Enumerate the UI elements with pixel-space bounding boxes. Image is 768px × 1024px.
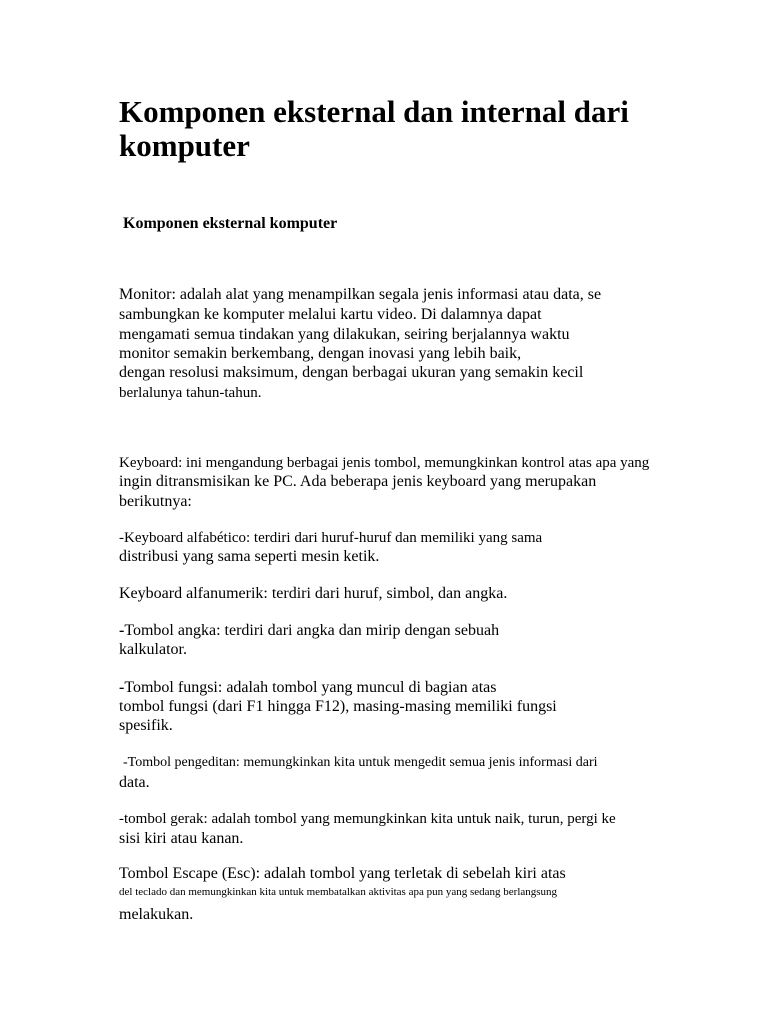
fungsi-line-3: spesifik. <box>119 717 173 734</box>
escape-line-1: Tombol Escape (Esc): adalah tombol yang terletak di sebelah kiri atas <box>119 865 566 882</box>
gerak-line-1: -tombol gerak: adalah tombol yang memungkinkan kita untuk naik, turun, pergi ke <box>119 811 616 827</box>
page-title-line-1: Komponen eksternal dan internal dari <box>119 94 629 129</box>
pengeditan-line-1: -Tombol pengeditan: memungkinkan kita untuk mengedit semua jenis informasi dari <box>123 755 598 770</box>
monitor-line-1: Monitor: adalah alat yang menampilkan segala jenis informasi atau data, se <box>119 286 602 303</box>
fungsi-line-2: tombol fungsi (dari F1 hingga F12), masing-masing memiliki fungsi <box>119 698 557 715</box>
escape-line-2: del teclado dan memungkinkan kita untuk membatalkan aktivitas apa pun yang sedang berlangsung <box>119 886 558 898</box>
angka-text: Tombol angka: terdiri dari angka dan mirip dengan sebuah <box>124 622 500 639</box>
angka-line-2: kalkulator. <box>119 641 187 658</box>
keyboard-line-2: ingin ditransmisikan ke PC. Ada beberapa jenis keyboard yang merupakan <box>119 473 597 490</box>
monitor-line-4: monitor semakin berkembang, dengan inovasi yang lebih baik, <box>119 345 522 362</box>
alfabetico-line-2: distribusi yang sama seperti mesin ketik. <box>119 548 380 565</box>
section-heading: Komponen eksternal komputer <box>123 215 338 232</box>
monitor-line-5: dengan resolusi maksimum, dengan berbagai ukuran yang semakin kecil <box>119 364 584 381</box>
angka-line-1 <box>119 621 499 641</box>
fungsi-line-1 <box>119 678 496 698</box>
keyboard-line-1: Keyboard: ini mengandung berbagai jenis tombol, memungkinkan kontrol atas apa yang <box>119 455 650 471</box>
alfabetico-line-1: -Keyboard alfabético: terdiri dari huruf-huruf dan memiliki yang sama <box>119 530 543 546</box>
escape-line-3: melakukan. <box>119 906 194 923</box>
alfanumerik-line: Keyboard alfanumerik: terdiri dari huruf, simbol, dan angka. <box>119 585 508 602</box>
monitor-line-3: mengamati semua tindakan yang dilakukan, seiring berjalannya waktu <box>119 326 570 343</box>
fungsi-dash: - <box>119 679 125 696</box>
page-title-line-2: komputer <box>119 128 250 163</box>
monitor-line-6: berlalunya tahun-tahun. <box>119 385 262 401</box>
fungsi-text: Tombol fungsi: adalah tombol yang muncul di bagian atas <box>124 679 497 696</box>
gerak-line-2: sisi kiri atau kanan. <box>119 830 244 847</box>
pengeditan-line-2: data. <box>119 774 150 791</box>
monitor-line-2: sambungkan ke komputer melalui kartu video. Di dalamnya dapat <box>119 306 542 323</box>
keyboard-line-3: berikutnya: <box>119 493 192 510</box>
angka-dash: - <box>119 622 125 639</box>
